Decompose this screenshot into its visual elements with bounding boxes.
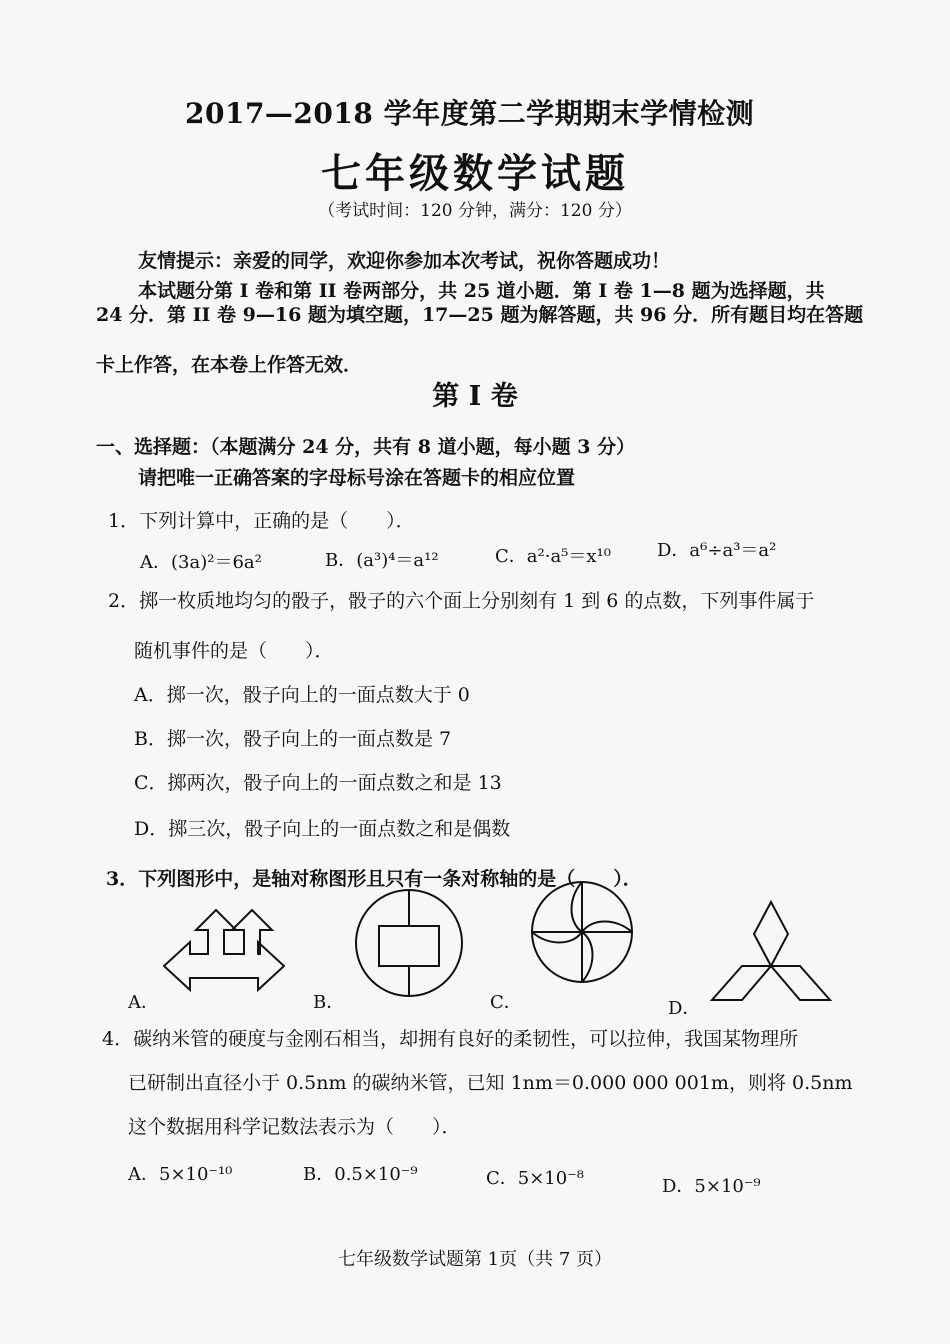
tip-line-1: 友情提示：亲爱的同学，欢迎你参加本次考试，祝你答题成功！ [138,250,671,272]
exam-info: （考试时间：120 分钟，满分：120 分） [318,201,632,221]
q3-figure-d-three-diamonds [708,898,834,1004]
q3-option-a-label: A． [128,992,159,1013]
q1-stem: 1．下列计算中，正确的是（ ）． [108,510,415,532]
q3-option-d-label: D． [668,998,701,1019]
q3-figure-c-pinwheel-circle [528,878,636,986]
q2-option-a: A．掷一次，骰子向上的一面点数大于 0 [134,684,470,706]
q4-option-a: A．5×10⁻¹⁰ [128,1164,233,1185]
q4-option-b: B．0.5×10⁻⁹ [303,1164,418,1185]
q2-stem-line-1: 2．掷一枚质地均匀的骰子，骰子的六个面上分别刻有 1 到 6 的点数，下列事件属于 [108,590,815,612]
q4-stem-line-2: 已研制出直径小于 0.5nm 的碳纳米管，已知 1nm＝0.000 000 001m，则将 0.5nm [128,1072,853,1094]
section-heading: 一、选择题：（本题满分 24 分，共有 8 道小题，每小题 3 分） [96,436,636,458]
q3-option-c-label: C． [490,992,522,1013]
q4-stem-line-3: 这个数据用科学记数法表示为（ ）． [128,1116,461,1138]
q4-option-c: C．5×10⁻⁸ [486,1168,584,1189]
exam-term-title: 2017—2018 学年度第二学期期末学情检测 [185,97,755,130]
q2-option-c: C．掷两次，骰子向上的一面点数之和是 13 [134,772,502,794]
q3-figure-a-three-arrows [160,906,288,1006]
q3-figure-b-circle-square [352,886,466,1000]
q1-option-b: B．(a³)⁴＝a¹² [325,550,439,571]
q4-stem-line-1: 4．碳纳米管的硬度与金刚石相当，却拥有良好的柔韧性，可以拉伸，我国某物理所 [102,1028,799,1050]
q2-stem-line-2: 随机事件的是（ ）． [134,640,334,662]
exam-title: 七年级数学试题 [321,150,629,197]
q1-option-c: C．a²·a⁵＝x¹⁰ [495,546,611,567]
section-title: 第 I 卷 [432,381,518,412]
section-instruction: 请把唯一正确答案的字母标号涂在答题卡的相应位置 [138,467,576,489]
q3-stem: 3．下列图形中，是轴对称图形且只有一条对称轴的是（ ）． [106,868,642,890]
tip-line-4: 卡上作答，在本卷上作答无效． [96,354,363,376]
tip-line-2: 本试题分第 I 卷和第 II 卷两部分，共 25 道小题．第 I 卷 1—8 题为选择题，共 [138,280,825,302]
q1-option-d: D．a⁶÷a³＝a² [657,540,777,561]
tip-line-3: 24 分．第 II 卷 9—16 题为填空题，17—25 题为解答题，共 96 分．所有题目均在答题 [96,304,864,326]
q4-option-d: D．5×10⁻⁹ [662,1176,761,1197]
q2-option-b: B．掷一次，骰子向上的一面点数是 7 [134,728,452,750]
q2-option-d: D．掷三次，骰子向上的一面点数之和是偶数 [134,818,511,840]
page-footer: 七年级数学试题第 1页（共 7 页） [337,1249,613,1270]
q1-option-a: A．(3a)²＝6a² [140,552,262,573]
q3-option-b-label: B． [313,992,345,1013]
